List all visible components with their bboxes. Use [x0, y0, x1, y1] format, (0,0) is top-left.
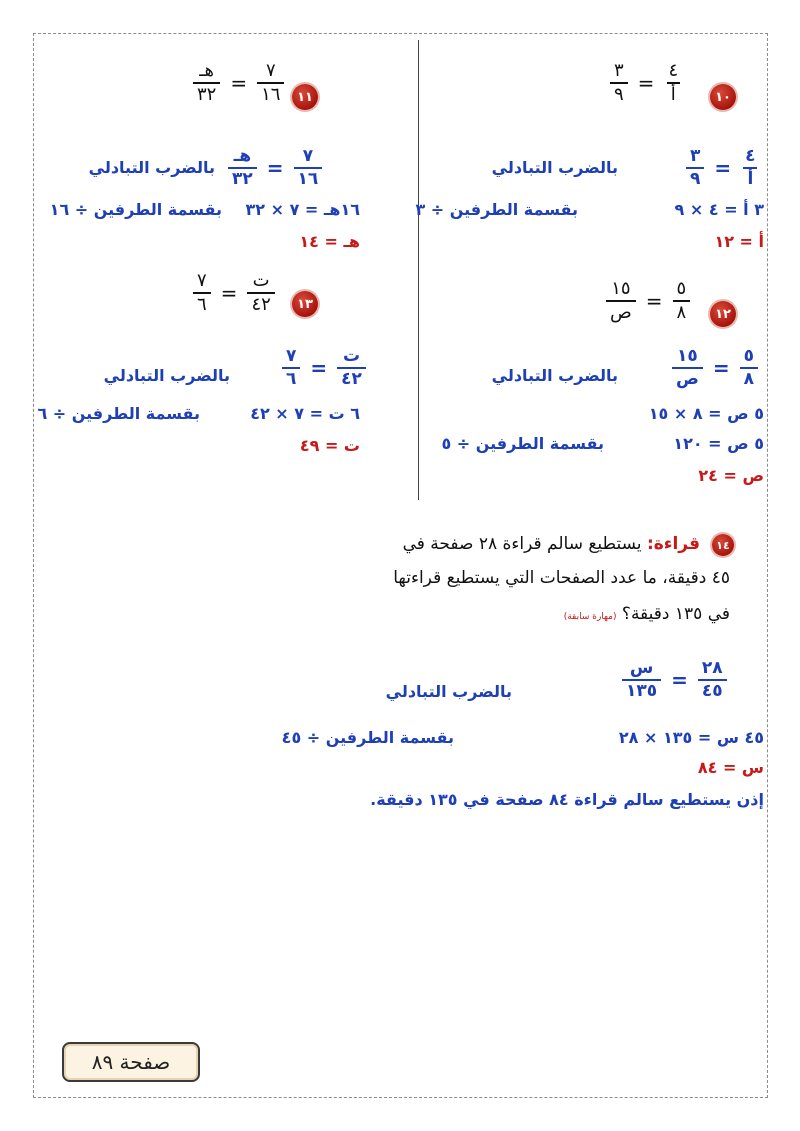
step-label: بقسمة الطرفين ÷ ٤٥ — [281, 728, 454, 747]
problem-keyword: قراءة: — [646, 534, 700, 554]
word-problem-line — [403, 534, 700, 554]
denominator: أ — [667, 82, 680, 104]
step-equation: ٣ أ = ٤ × ٩ — [674, 200, 764, 219]
step-equation: ٥ ص = ٨ × ١٥ — [648, 404, 764, 423]
problem-number: ١٢ — [715, 306, 731, 322]
step-equation: ٥ ص = ١٢٠ — [673, 434, 764, 453]
problem-number-badge — [712, 534, 734, 556]
fraction — [606, 280, 636, 322]
fraction — [664, 62, 682, 104]
numerator: ت — [252, 270, 270, 291]
problem-number: ١٠ — [715, 89, 731, 105]
step-equation: ١٦هـ = ٧ × ٣٢ — [245, 200, 360, 219]
denominator: ٤٥ — [698, 679, 727, 700]
equals-sign: = — [712, 356, 730, 380]
step-equation: ٤٥ س = ١٣٥ × ٢٨ — [618, 728, 764, 747]
numerator: ٧ — [302, 146, 314, 166]
fraction — [686, 148, 704, 188]
given-equation — [193, 62, 284, 104]
step-label: بقسمة الطرفين ÷ ٥ — [441, 434, 604, 453]
equals-sign: = — [230, 71, 248, 95]
numerator: ٧ — [286, 346, 297, 366]
numerator: ٣ — [614, 60, 624, 81]
answer: هـ = ١٤ — [299, 232, 360, 251]
denominator: ١٦ — [294, 167, 323, 188]
equals-sign: = — [310, 356, 328, 380]
denominator: ص — [672, 367, 703, 388]
problem-number: ١٤ — [716, 538, 730, 552]
problem-number-badge — [710, 84, 736, 110]
step-label: بقسمة الطرفين ÷ ٣ — [415, 200, 578, 219]
word-problem-line: ٤٥ دقيقة، ما عدد الصفحات التي يستطيع قراءتها — [393, 568, 730, 588]
problem-number: ١١ — [297, 89, 313, 105]
numerator: ١٥ — [611, 278, 631, 299]
denominator: ٩ — [686, 167, 704, 188]
denominator: ١٣٥ — [622, 679, 661, 700]
numerator: ٤ — [668, 60, 679, 81]
denominator: ٨ — [740, 367, 758, 388]
given-equation — [610, 62, 682, 104]
method-label: بالضرب التبادلي — [103, 366, 230, 385]
cross-multiply-equation — [622, 660, 727, 700]
cross-multiply-equation — [672, 348, 758, 388]
problem-text: يستطيع سالم قراءة ٢٨ صفحة في — [402, 534, 642, 554]
fraction — [672, 348, 703, 388]
numerator: س — [629, 658, 654, 678]
numerator: ٧ — [265, 60, 276, 81]
numerator: ٥ — [743, 346, 755, 366]
equals-sign: = — [220, 281, 238, 305]
cross-multiply-equation — [228, 148, 322, 188]
answer: ت = ٤٩ — [299, 436, 360, 455]
equals-sign: = — [714, 156, 732, 180]
denominator: ٦ — [193, 292, 211, 314]
problem-number-badge — [710, 301, 736, 327]
fraction — [622, 660, 661, 700]
answer: س = ٨٤ — [697, 758, 764, 777]
cross-multiply-equation — [282, 348, 366, 388]
fraction — [193, 62, 220, 104]
numerator: هـ — [199, 60, 215, 81]
method-label: بالضرب التبادلي — [491, 158, 618, 177]
fraction — [698, 660, 727, 700]
page-number-label: صفحة ٨٩ — [91, 1050, 171, 1074]
method-label: بالضرب التبادلي — [88, 158, 215, 177]
numerator: ٥ — [676, 278, 687, 299]
denominator: ص — [606, 300, 636, 322]
answer: أ = ١٢ — [714, 232, 764, 251]
numerator: ت — [342, 346, 361, 366]
fraction — [610, 62, 628, 104]
answer: ص = ٢٤ — [698, 466, 764, 485]
numerator: ٣ — [690, 146, 701, 166]
fraction — [247, 272, 274, 314]
numerator: ٤ — [745, 146, 756, 166]
fraction — [228, 148, 257, 188]
conclusion: إذن يستطيع سالم قراءة ٨٤ صفحة في ١٣٥ دقيقة. — [370, 790, 764, 809]
cross-multiply-equation — [686, 148, 760, 188]
fraction — [337, 348, 366, 388]
denominator: ٦ — [282, 367, 300, 388]
page-frame — [33, 33, 768, 1098]
given-equation — [193, 272, 275, 314]
fraction — [193, 272, 211, 314]
numerator: ١٥ — [677, 346, 698, 366]
step-label: بقسمة الطرفين ÷ ١٦ — [49, 200, 222, 219]
fraction — [673, 280, 691, 322]
equals-sign: = — [645, 289, 663, 313]
fraction — [282, 348, 300, 388]
numerator: ٧ — [197, 270, 207, 291]
equals-sign: = — [671, 668, 688, 692]
denominator: ٤٢ — [337, 367, 366, 388]
column-divider — [418, 40, 419, 500]
word-problem-line — [564, 604, 730, 624]
given-equation — [606, 280, 690, 322]
page-number-box — [62, 1042, 200, 1082]
step-label: بقسمة الطرفين ÷ ٦ — [37, 404, 200, 423]
method-label: بالضرب التبادلي — [385, 682, 512, 701]
problem-number-badge — [292, 84, 318, 110]
denominator: ٩ — [610, 82, 628, 104]
problem-number-badge — [292, 291, 318, 317]
numerator: ٢٨ — [701, 658, 723, 678]
skill-tag: (مهارة سابقة) — [563, 612, 617, 622]
equals-sign: = — [637, 71, 655, 95]
denominator: أ — [743, 167, 757, 188]
fraction — [294, 148, 323, 188]
fraction — [740, 348, 758, 388]
equals-sign: = — [266, 156, 284, 180]
denominator: ١٦ — [257, 82, 284, 104]
problem-number: ١٣ — [297, 296, 313, 312]
fraction — [741, 148, 759, 188]
step-equation: ٦ ت = ٧ × ٤٢ — [250, 404, 360, 423]
denominator: ٨ — [673, 300, 691, 322]
method-label: بالضرب التبادلي — [491, 366, 618, 385]
denominator: ٣٢ — [193, 82, 220, 104]
fraction — [257, 62, 284, 104]
numerator: هـ — [233, 146, 252, 166]
denominator: ٤٢ — [247, 292, 274, 314]
problem-text: في ١٣٥ دقيقة؟ — [621, 604, 730, 624]
denominator: ٣٢ — [228, 167, 257, 188]
